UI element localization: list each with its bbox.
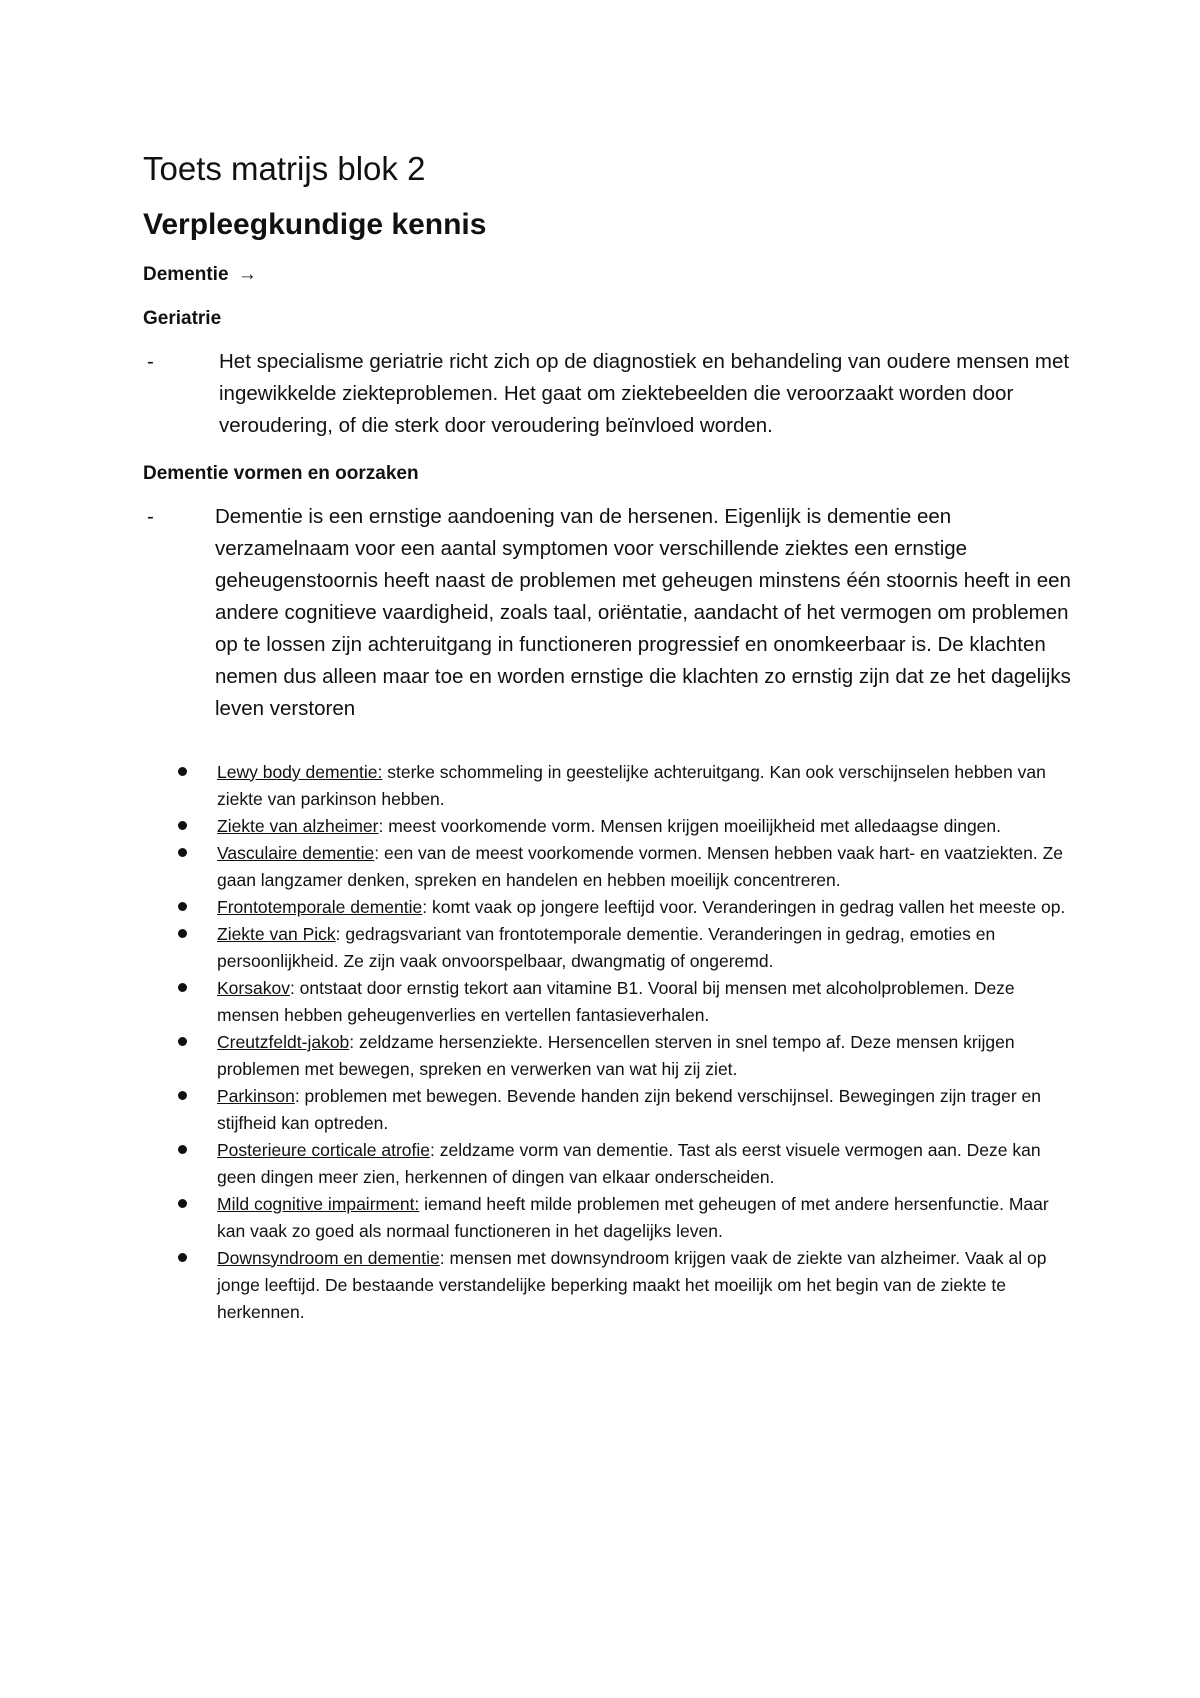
term-pick: Ziekte van Pick	[217, 923, 336, 944]
dementie-vormen-text: Dementie is een ernstige aandoening van de hersenen. Eigenlijk is dementie een verzamelnaam voor een aantal symptomen voor verschillende ziektes een ernstige geheugenstoornis heeft naast de problemen met geheugen minstens één stoornis heeft in een andere cognitieve vaardigheid, zoals taal, oriëntatie, aandacht of het vermogen om problemen op te lossen zijn achteruitgang in functioneren progressief en onomkeerbaar is. De klachten nemen dus alleen maar toe en worden ernstige die klachten zo ernstig zijn dat ze het dagelijks leven verstoren	[215, 504, 1071, 720]
dash-marker: -	[147, 504, 154, 528]
list-item-text	[217, 1083, 1073, 1137]
list-item	[143, 1137, 1073, 1191]
geriatrie-paragraph	[143, 346, 1073, 442]
list-item	[143, 759, 1073, 813]
document-subtitle: Verpleegkundige kennis	[143, 207, 487, 241]
list-item-text	[217, 1245, 1073, 1326]
list-item-text	[217, 1191, 1073, 1245]
list-item	[143, 1083, 1073, 1137]
desc-vasculaire: : een van de meest voorkomende vormen. Mensen hebben vaak hart- en vaatziekten. Ze gaan langzamer denken, spreken en handelen en hebben moeilijk concentreren.	[217, 842, 1063, 890]
list-item	[143, 813, 1073, 840]
list-item-text	[217, 1029, 1073, 1083]
dash-marker: -	[147, 349, 154, 373]
term-vasculaire: Vasculaire dementie	[217, 842, 375, 863]
term-frontotemporale: Frontotemporale dementie	[217, 896, 423, 917]
list-item	[143, 975, 1073, 1029]
bullet-icon	[143, 1083, 217, 1137]
list-item-text	[217, 759, 1073, 813]
bullet-icon	[143, 1191, 217, 1245]
heading-geriatrie: Geriatrie	[143, 308, 222, 330]
document-body	[143, 143, 1073, 1326]
desc-parkinson: : problemen met bewegen. Bevende handen zijn bekend verschijnsel. Bewegingen zijn trager en stijfheid kan optreden.	[217, 1085, 1041, 1133]
list-item-text	[217, 813, 1001, 840]
list-item	[143, 1245, 1073, 1326]
desc-posterieure-corticale-atrofie: : zeldzame vorm van dementie. Tast als eerst visuele vermogen aan. Deze kan geen dingen meer zien, herkennen of dingen van elkaar onderscheiden.	[217, 1139, 1041, 1187]
term-downsyndroom: Downsyndroom en dementie	[217, 1247, 440, 1268]
bullet-icon	[143, 759, 217, 813]
desc-pick: : gedragsvariant van frontotemporale dementie. Veranderingen in gedrag, emoties en persoonlijkheid. Ze zijn vaak onvoorspelbaar, dwangmatig of ongeremd.	[217, 923, 996, 971]
document-title: Toets matrijs blok 2	[143, 150, 426, 187]
desc-alzheimer: : meest voorkomende vorm. Mensen krijgen moeilijkheid met alledaagse dingen.	[378, 815, 1002, 836]
term-alzheimer: Ziekte van alzheimer	[217, 815, 379, 836]
desc-downsyndroom: : mensen met downsyndroom krijgen vaak de ziekte van alzheimer. Vaak al op jonge leeftijd. De bestaande verstandelijke beperking maakt het moeilijk om het begin van de ziekte te herkennen.	[217, 1247, 1047, 1322]
list-item	[143, 894, 1073, 921]
bullet-icon	[143, 921, 217, 975]
list-item	[143, 1029, 1073, 1083]
heading-dementie-vormen: Dementie vormen en oorzaken	[143, 462, 419, 484]
bullet-icon	[143, 894, 217, 921]
desc-frontotemporale: : komt vaak op jongere leeftijd voor. Veranderingen in gedrag vallen het meeste op.	[422, 896, 1066, 917]
term-creutzfeldt-jakob: Creutzfeldt-jakob	[217, 1031, 350, 1052]
term-mild-cognitive-impairment: Mild cognitive impairment:	[217, 1193, 420, 1214]
bullet-icon	[143, 975, 217, 1029]
arrow-right-icon: →	[237, 263, 257, 285]
bullet-icon	[143, 1137, 217, 1191]
desc-lewy-body: sterke schommeling in geestelijke achteruitgang. Kan ook verschijnselen hebben van ziekte van parkinson hebben.	[217, 761, 1046, 809]
list-item-text	[217, 894, 1065, 921]
bullet-icon	[143, 1245, 217, 1326]
desc-mild-cognitive-impairment: iemand heeft milde problemen met geheugen of met andere hersenfunctie. Maar kan vaak zo goed als normaal functioneren in het dagelijks leven.	[217, 1193, 1049, 1241]
heading-dementie-label: Dementie	[143, 263, 229, 285]
term-posterieure-corticale-atrofie: Posterieure corticale atrofie	[217, 1139, 431, 1160]
bullet-icon	[143, 840, 217, 894]
list-item-text	[217, 1137, 1073, 1191]
list-item	[143, 840, 1073, 894]
list-item	[143, 1191, 1073, 1245]
desc-korsakov: : ontstaat door ernstig tekort aan vitamine B1. Vooral bij mensen met alcoholproblemen. Deze mensen hebben geheugenverlies en vertellen fantasieverhalen.	[217, 977, 1015, 1025]
list-item-text	[217, 921, 1073, 975]
list-item-text	[217, 975, 1073, 1029]
heading-dementie	[143, 263, 1073, 288]
dementie-types-list	[143, 759, 1073, 1326]
bullet-icon	[143, 813, 217, 840]
bullet-icon	[143, 1029, 217, 1083]
dementie-vormen-paragraph	[143, 501, 1073, 725]
desc-creutzfeldt-jakob: : zeldzame hersenziekte. Hersencellen sterven in snel tempo af. Deze mensen krijgen problemen met bewegen, spreken en verwerken van wat hij zij ziet.	[217, 1031, 1015, 1079]
list-item	[143, 921, 1073, 975]
term-lewy-body: Lewy body dementie:	[217, 761, 383, 782]
term-parkinson: Parkinson	[217, 1085, 295, 1106]
geriatrie-text: Het specialisme geriatrie richt zich op de diagnostiek en behandeling van oudere mensen met ingewikkelde ziekteproblemen. Het gaat om ziektebeelden die veroorzaakt worden door veroudering, of die sterk door veroudering beïnvloed worden.	[219, 349, 1070, 437]
list-item-text	[217, 840, 1073, 894]
term-korsakov: Korsakov	[217, 977, 290, 998]
